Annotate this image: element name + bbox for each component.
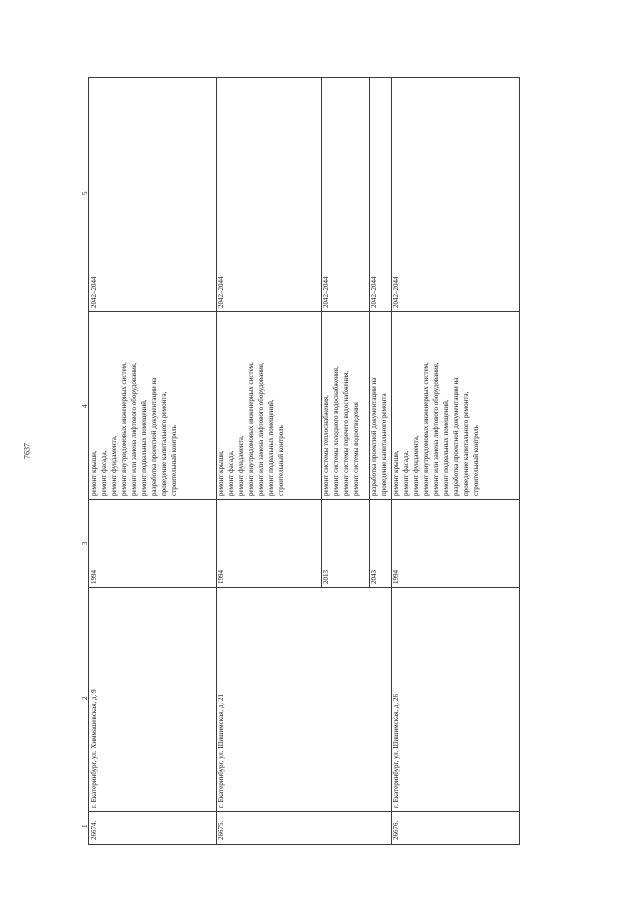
work-item: ремонт фасада, [402, 450, 410, 496]
build-year: 2043 [370, 570, 378, 584]
separator-col-2-3 [89, 587, 519, 588]
row-number: 26675. [217, 820, 225, 840]
work-item: строительный контроль [472, 425, 480, 496]
work-item: проведение капитального ремонта, [462, 391, 470, 496]
column-header-2: 2 [81, 696, 89, 700]
work-item: ремонт системы водоотведения [352, 402, 360, 496]
separator-col-4-5 [89, 311, 519, 312]
work-item: ремонт подвальных помещений, [140, 399, 148, 496]
repair-period: 2042–2044 [217, 276, 225, 308]
work-item: проведение капитального ремонта [380, 393, 388, 496]
row-address: г. Екатеринбург, ул. Шишимская, д. 21 [217, 694, 225, 808]
row-number: 26674. [90, 820, 98, 840]
work-item: ремонт или замена лифтового оборудования, [432, 362, 440, 496]
work-item: ремонт внутридомовых инженерных систем, [422, 362, 430, 496]
works-list [369, 378, 389, 496]
row-address: г. Екатеринбург, ул. Шишимская, д. 26 [392, 694, 400, 808]
work-item: ремонт крыши, [392, 450, 400, 496]
work-item: ремонт фасада, [227, 450, 235, 496]
separator-col-1-2 [89, 811, 519, 812]
column-header-1: 1 [81, 824, 89, 828]
repair-period: 2042–2044 [322, 276, 330, 308]
works-list [391, 362, 481, 496]
column-header-5: 5 [81, 191, 89, 195]
repair-period: 2042–2044 [392, 276, 400, 308]
column-header-4: 4 [81, 404, 89, 408]
separator-26675-sub-1 [321, 78, 322, 587]
work-item: ремонт или замена лифтового оборудования, [257, 362, 265, 496]
build-year: 1994 [217, 570, 225, 584]
repair-period: 2042–2044 [370, 276, 378, 308]
work-item: строительный контроль [170, 425, 178, 496]
work-item: ремонт внутридомовых инженерных систем, [247, 362, 255, 496]
work-item: строительный контроль [277, 425, 285, 496]
work-item: ремонт фасада, [100, 450, 108, 496]
work-item: ремонт системы горячего водоснабжения, [342, 370, 350, 496]
work-item: ремонт фундамента, [412, 435, 420, 496]
work-item: ремонт фундамента, [110, 435, 118, 496]
row-address: г. Екатеринбург, ул. Химмашевская, д. 9 [90, 689, 98, 808]
work-item: ремонт системы теплоснабжения, [322, 395, 330, 496]
separator-col-3-4 [89, 499, 519, 500]
work-item: ремонт фундамента, [237, 435, 245, 496]
work-item: проведение капитального ремонта, [160, 391, 168, 496]
build-year: 2013 [322, 570, 330, 584]
build-year: 1994 [90, 570, 98, 584]
separator-26675-sub-2 [369, 78, 370, 587]
build-year: 1994 [392, 570, 400, 584]
work-item: ремонт крыши, [217, 450, 225, 496]
row-number: 26676. [392, 820, 400, 840]
work-item: ремонт внутридомовых инженерных систем, [120, 362, 128, 496]
work-item: разработка проектной документации на [370, 377, 378, 496]
work-item: ремонт крыши, [90, 450, 98, 496]
works-list [216, 362, 286, 496]
work-item: разработка проектной документации на [452, 377, 460, 496]
repair-period: 2042–2044 [90, 276, 98, 308]
works-list [321, 366, 361, 496]
work-item: разработка проектной документации на [150, 377, 158, 496]
work-item: ремонт системы холодного водоснабжения, [332, 366, 340, 496]
page-number: 7637 [22, 443, 32, 459]
works-list [89, 362, 179, 496]
column-header-3: 3 [81, 541, 89, 545]
work-item: ремонт или замена лифтового оборудования, [130, 362, 138, 496]
work-item: ремонт подвальных помещений, [442, 399, 450, 496]
work-item: ремонт подвальных помещений, [267, 399, 275, 496]
